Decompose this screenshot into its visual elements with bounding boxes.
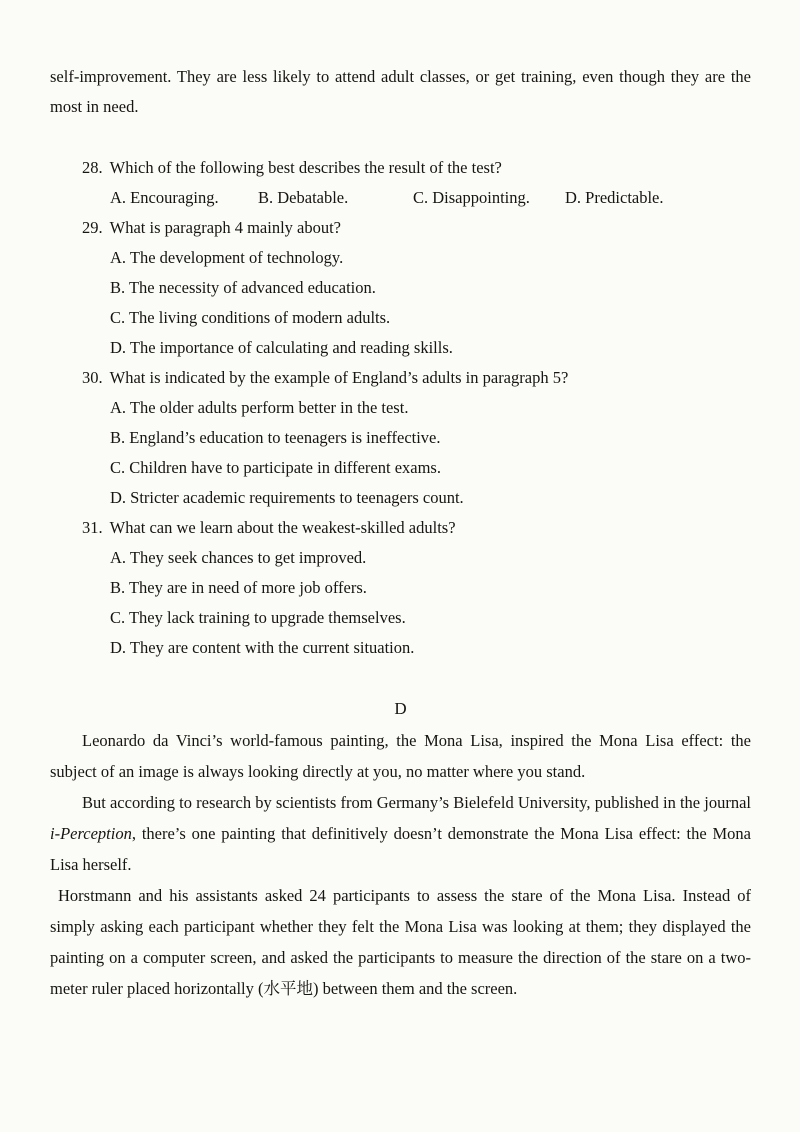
option-d: D. They are content with the current situation. [110,638,415,657]
question-stem-text: Which of the following best describes the result of the test? [109,158,502,177]
question-31 [50,513,751,663]
passage-paragraph-1: Leonardo da Vinci’s world-famous painting, the Mona Lisa, inspired the Mona Lisa effect: the subject of an image is always looking directly at you, no matter where you stand. [50,731,751,781]
option-a: A. Encouraging. [110,188,219,207]
option-c: C. Children have to participate in different exams. [110,458,441,477]
option-a: A. The older adults perform better in the test. [110,398,409,417]
option-a: A. They seek chances to get improved. [110,548,367,567]
question-stem-text: What is indicated by the example of England’s adults in paragraph 5? [109,368,569,387]
question-stem [50,213,751,243]
option-b: B. Debatable. [258,188,349,207]
question-28 [50,153,751,213]
option-d: D. Stricter academic requirements to teenagers count. [110,488,464,507]
option-c: C. The living conditions of modern adults. [110,308,391,327]
option-b: B. The necessity of advanced education. [110,278,376,297]
question-number: 29. [82,218,103,237]
option-c: C. Disappointing. [413,188,530,207]
question-stem-text: What is paragraph 4 mainly about? [109,218,342,237]
reading-passage [50,725,751,1004]
journal-name-italic: i-Perception [50,824,132,843]
question-block [50,153,751,663]
question-30 [50,363,751,513]
question-stem [50,153,751,183]
section-heading-d: D [394,699,407,718]
exam-page [50,62,751,1004]
option-b: B. England’s education to teenagers is ineffective. [110,428,441,447]
passage-paragraph-2 [50,787,751,880]
option-b: B. They are in need of more job offers. [110,578,367,597]
question-stem-text: What can we learn about the weakest-skilled adults? [109,518,456,537]
question-number: 28. [82,158,103,177]
question-29 [50,213,751,363]
question-number: 30. [82,368,103,387]
options-row [50,183,751,213]
passage-p2-post: , there’s one painting that definitively doesn’t demonstrate the Mona Lisa effect: the Mona Lisa herself. [50,824,751,874]
option-a: A. The development of technology. [110,248,344,267]
option-d: D. Predictable. [565,188,664,207]
question-number: 31. [82,518,103,537]
option-c: C. They lack training to upgrade themselves. [110,608,406,627]
question-stem [50,513,751,543]
passage-p2-pre: But according to research by scientists from Germany’s Bielefeld University, published in the journal [82,793,751,812]
question-stem [50,363,751,393]
option-d: D. The importance of calculating and reading skills. [110,338,453,357]
passage-paragraph-3: Horstmann and his assistants asked 24 participants to assess the stare of the Mona Lisa. Instead of simply asking each participant whether they felt the Mona Lisa was looking at them; they displayed the painting on a computer screen, and asked the participants to measure the direction of the stare on a two-meter ruler placed horizontally (水平地) between them and the screen. [50,886,751,998]
paragraph-continuation: self-improvement. They are less likely to attend adult classes, or get training, even though they are the most in need. [50,67,751,116]
